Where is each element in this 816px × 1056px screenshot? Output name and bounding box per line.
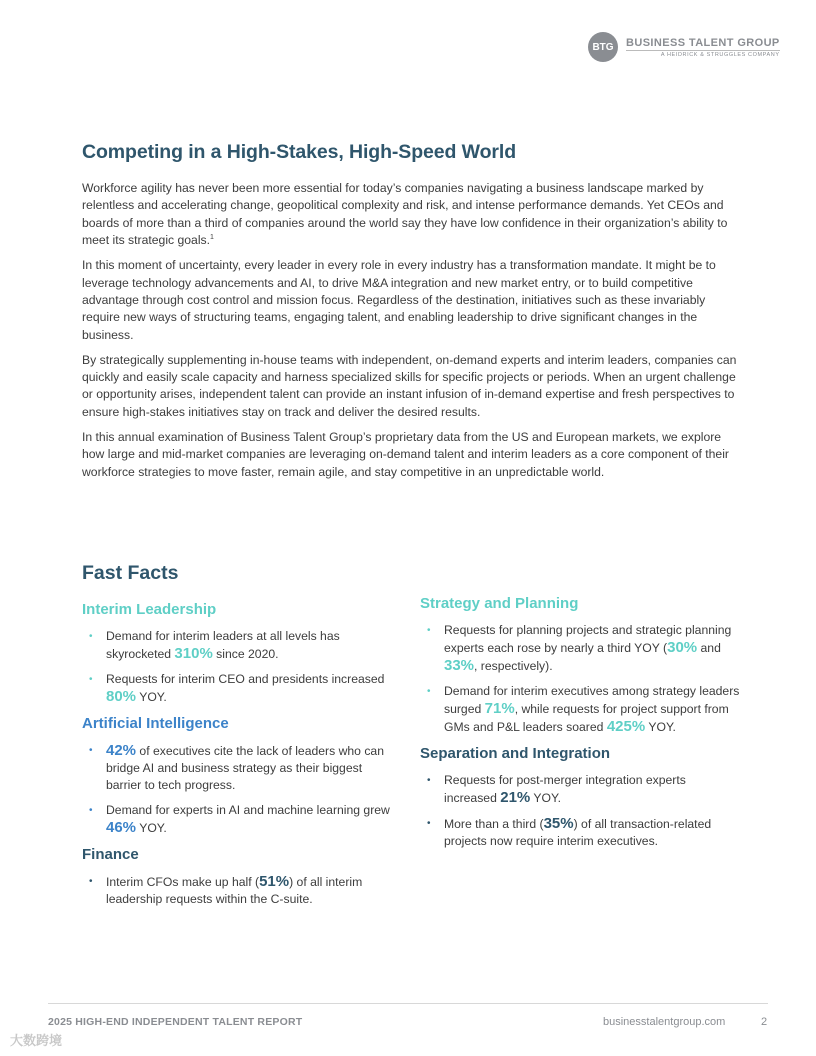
list-item: • Demand for interim executives among strategy leaders surged 71%, while requests for project support from GMs and P&L leaders soared 425% YOY.	[420, 683, 740, 736]
stat-value: 51%	[259, 873, 290, 890]
intro-paragraph-4: In this annual examination of Business Talent Group’s proprietary data from the US and European markets, we explore how large and mid-market companies are leveraging on-demand talent and interim leaders as a core component of their workforce strategies to move faster, remain agile, and stay competitive in an unpredictable world.	[82, 429, 729, 479]
list-item: • Demand for interim leaders at all levels has skyrocketed 310% since 2020.	[82, 628, 392, 663]
fast-facts-title: Fast Facts	[82, 562, 179, 584]
strategy-heading: Strategy and Planning	[420, 595, 579, 612]
stat-value: 425%	[606, 718, 646, 735]
stat-value: 30%	[667, 639, 698, 656]
interim-leadership-heading: Interim Leadership	[82, 601, 217, 618]
facts-left-column	[82, 600, 392, 916]
list-item: • Demand for experts in AI and machine learning grew 46% YOY.	[82, 802, 392, 837]
stat-value: 71%	[484, 700, 515, 717]
stat-value: 35%	[543, 815, 574, 832]
watermark: 大数跨境	[10, 1033, 63, 1048]
ai-heading: Artificial Intelligence	[82, 715, 229, 732]
page-number: 2	[761, 1016, 768, 1028]
footer-website-link[interactable]: businesstalentgroup.com	[603, 1016, 726, 1028]
list-item: • More than a third (35%) of all transaction-related projects now require interim executives.	[420, 815, 740, 850]
stat-value: 33%	[444, 657, 475, 674]
stat-value: 21%	[500, 789, 531, 806]
ai-list	[82, 742, 392, 837]
interim-leadership-list	[82, 628, 392, 706]
intro-paragraph-1: Workforce agility has never been more essential for today’s companies navigating a business landscape marked by relentless and accelerating change, geopolitical complexity and risk, and intense performance demands. Yet CEOs and boards of more than a third of companies around the world say they have low confidence in their organization’s ability to meet its strategic goals.$^1$	[82, 181, 728, 248]
footer-report-title: 2025 HIGH-END INDEPENDENT TALENT REPORT	[48, 1016, 303, 1028]
separation-list	[420, 772, 740, 850]
stat-value: 46%	[106, 819, 137, 836]
stat-value: 42%	[106, 742, 137, 759]
separation-heading: Separation and Integration	[420, 745, 611, 762]
stat-value: 310%	[174, 645, 213, 662]
stat-value: 80%	[106, 688, 137, 705]
list-item: • 42% of executives cite the lack of leaders who can bridge AI and business strategy as their biggest barrier to tech progress.	[82, 742, 392, 794]
list-item: • Requests for post-merger integration experts increased 21% YOY.	[420, 772, 740, 807]
intro-paragraph-3: By strategically supplementing in-house teams with independent, on-demand experts and interim leaders, companies can quickly and easily scale capacity and harness specialized skills for specific projects or periods. When an urgent challenge or opportunity arises, independent talent can provide an instant infusion of in-demand expertise and fresh perspectives to ensure high-stakes initiatives stay on track and deliver the desired results.	[82, 352, 737, 419]
intro-paragraph-2: In this moment of uncertainty, every leader in every role in every industry has a transformation mandate. It might be to leverage technology advancements and AI, to drive M&A integration and new market entry, or to build competitive advantage through cost control and mission focus. Regardless of the destination, initiatives such as these invariably require new ways of structuring teams, engaging talent, and enabling leadership to drive significant changes in the business.	[82, 258, 716, 342]
logo-name: BUSINESS TALENT GROUP	[626, 36, 780, 49]
list-item: • Requests for interim CEO and presidents increased 80% YOY.	[82, 671, 392, 706]
list-item: • Requests for planning projects and strategic planning experts each rose by nearly a third YOY (30% and 33%, respectively).	[420, 622, 740, 675]
logo-tagline: A HEIDRICK & STRUGGLES COMPANY	[626, 50, 780, 58]
page-title: Competing in a High-Stakes, High-Speed World	[82, 141, 517, 163]
facts-right-column	[420, 594, 740, 858]
list-item: • Interim CFOs make up half (51%) of all interim leadership requests within the C-suite.	[82, 873, 392, 908]
company-logo	[588, 32, 780, 62]
intro-section	[82, 180, 737, 489]
footnote-ref: 1	[210, 234, 214, 242]
strategy-list	[420, 622, 740, 736]
finance-list	[82, 873, 392, 908]
logo-mark: BTG	[588, 32, 618, 62]
finance-heading: Finance	[82, 846, 139, 863]
footer-divider	[48, 1003, 768, 1004]
